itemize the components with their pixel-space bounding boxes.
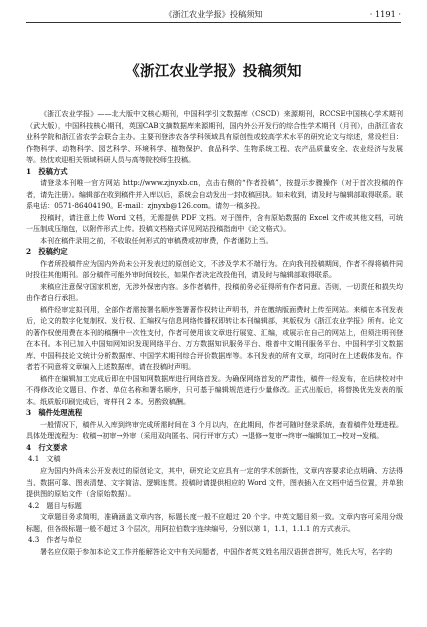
section-heading-writing: 4 行文要求: [26, 442, 68, 452]
paragraph: 本刊在稿件录用之前，不收取任何形式的审稿费或初审费，作者谨防上当。: [40, 235, 273, 245]
running-header: [26, 8, 401, 22]
page-number: · 1191 ·: [369, 9, 401, 19]
paragraph: 来稿应注意保守国家机密，无涉外保密内容。多作者稿件，投稿前务必征得所有作者同意。否则，一切责任和损失均由作者自行承担。: [26, 281, 403, 303]
paragraph: 稿件经审定拟刊用，全部作者需按署名顺序签署著作权转让声明书，并在缴纳版面费时上传至网站。来稿在本刊发表后，论文的数字化复制权、发行权、汇编权与信息网络传播权即转让本刊编辑部，其版权为《浙江农业学报》所有。论文的著作权使用费在本刊的稿酬中一次性支付，作者可使用该文章进行展览、汇编，或展示在自己的网站上，但须注明刊登在本刊。本刊已加入中国知网知识发现网络平台、万方数据知识服务平台、维普中文期刊服务平台、中国科学引文数据库、中国科技论文统计分析数据库、中国学术期刊综合评价数据库等。本刊发表的所有文章，均同时在上述载体发布。作者若不同意将文章编入上述数据库，请在投稿时声明。: [26, 304, 403, 372]
section-heading-agreement: 2 投稿约定: [26, 247, 68, 257]
paragraph: 应为国内外尚未公开发表过的原创论文，其中，研究论文应具有一定的学术创新性，文章内容要求论点明确、方法得当、数据可靠、图表清楚、文字简洁、逻辑连贯。投稿时请提供相应的 Word 文件，图表插入在文档中适当位置，并单独提供图的原始文件（含原始数据）。: [26, 465, 403, 499]
document-title: 《浙江农业学报》投稿须知: [125, 63, 302, 80]
paragraph: 一般情况下，稿件从入库到终审完成所需时间在 3 个月以内，在此期间，作者可随时登录系统，查看稿件处理进程。具体处理流程为：收稿→初审→外审（采用双向匿名、同行评审方式）→退修→复审→终审→编辑加工→校对→发稿。: [26, 419, 403, 441]
header-rule: [26, 22, 401, 23]
subsection-heading: 4.3 作者与单位: [28, 535, 82, 545]
paragraph: 作者所投稿件应为国内外尚未公开发表过的原创论文，不涉及学术不端行为。在向我刊投稿期间，作者不得将稿件同时投往其他期刊。部分稿件可能外审时间较长，如果作者决定改投他刊，请及时与编辑部取得联系。: [26, 258, 403, 280]
journal-header-title: 《浙江农业学报》投稿须知: [164, 9, 263, 19]
subsection-heading: 4.1 文稿: [28, 454, 61, 464]
paragraph: 投稿时，请注意上传 Word 文档，无需提供 PDF 文档。对于图件，含有原始数据的 Excel 文件或其他文档，可统一压制成压缩包，以附件形式上传。投稿文档格式详见网站投稿指南中《论文格式》。: [26, 212, 403, 234]
paragraph: 请登录本刊唯一官方网站 http://www.zjnyxb.cn，点击右侧的“作者投稿”，按提示步骤操作（对于首次投稿的作者，请先注册）。编辑部在收到稿件并入库以后，系统会自动发出一封收稿回执。如未收到，请及时与编辑部取得联系。联系电话：0571-86404190。E-mail：zjnyxb@126.com。请勿一稿多投。: [26, 178, 403, 211]
paragraph: 稿件在编辑加工完成后即在中国知网数据库进行网络首发。为确保网络首发的严肃性，稿件一经发布，在后续校对中不得修改论文题目、作者、单位名称和署名顺序，只可基于编辑规范进行少量修改。正式出版后，将替换优先发表的版本。纸质版印刷完成后，寄样刊 2 本。另酌致稿酬。: [26, 373, 403, 406]
section-heading-process: 3 稿件处理流程: [26, 408, 83, 418]
intro-paragraph: 《浙江农业学报》——北大版中文核心期刊，中国科学引文数据库（CSCD）来源期刊，RCCSE中国核心学术期刊（武大版），中国科技核心期刊，英国CAB文摘数据库来源期刊，国内外公开发行的综合性学术期刊（月刊），由浙江省农业科学院和浙江省农学会联合主办。主要刊登涉农各学科领域具有原创性或较高学术水平的研究论文与综述，常设栏目：作物科学、动物科学、园艺科学、环境科学、植物保护、食品科学、生物系统工程、农产品质量安全、农业经济与发展等。热忱欢迎相关领域科研人员与高等院校师生投稿。: [26, 109, 403, 165]
paragraph: 文章题目务求简明，准确涵盖文章内容，标题长度一般不应超过 20 个字。中英文题目须一致。文章内容可采用分级标题，但各级标题一般不超过 3 个层次，用阿拉伯数字连续编号，分别以第 1，1.1，1.1.1 的方式表示。: [26, 512, 403, 533]
subsection-heading: 4.2 题目与标题: [28, 500, 82, 510]
article-body: [26, 108, 403, 627]
section-heading-submission: 1 投稿方式: [26, 166, 68, 176]
paragraph: 署名应仅限于参加本论文工作并能解答论文中有关问题者，中国作者英文姓名用汉语拼音拼写，姓氏大写，名字的: [40, 546, 393, 556]
